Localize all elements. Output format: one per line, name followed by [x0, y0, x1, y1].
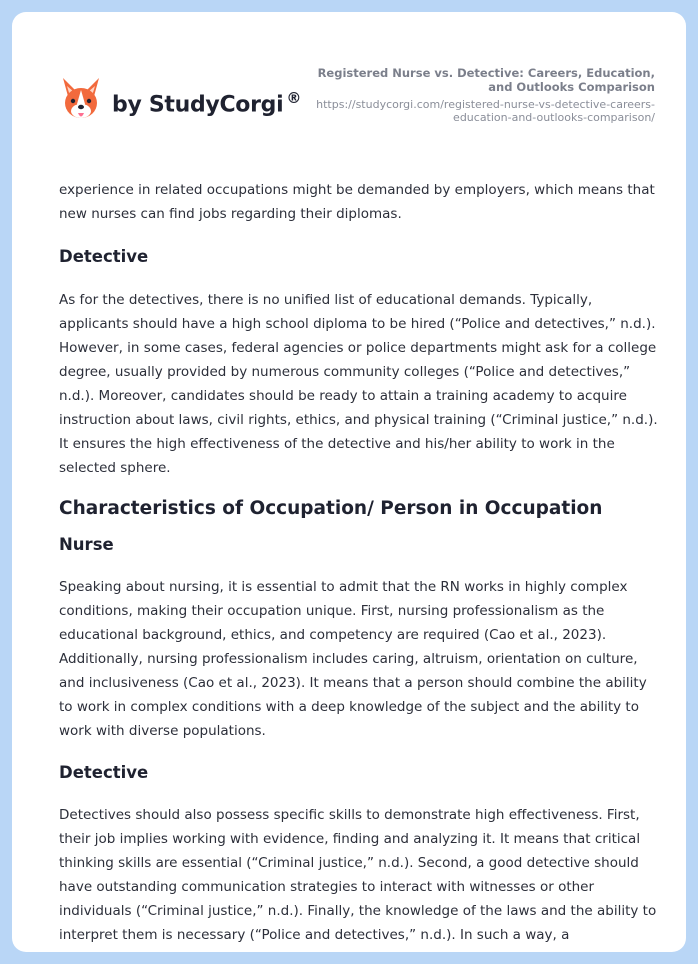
heading-characteristics: Characteristics of Occupation/ Person in Occupation	[59, 498, 603, 519]
paragraph-detective-education: As for the detectives, there is no unified list of educational demands. Typically, applicants should have a high school diploma to be hired (“Police and detectives,” n.d.). However, in some cases, federal agencies or police departments might ask for a college degree, usually provided by numerous community colleges (“Police and detectives,” n.d.). Moreover, candidates should be ready to attain a training academy to acquire instruction about laws, civil rights, ethics, and physical training (“Criminal justice,” n.d.). It ensures the high effectiveness of the detective and his/her ability to work in the selected sphere.	[59, 292, 658, 476]
paragraph-detective-skills: Detectives should also possess specific skills to demonstrate high effectiveness. First, their job implies working with evidence, finding and analyzing it. It means that critical thinking skills are essential (“Criminal justice,” n.d.). Second, a good detective should have outstanding communication strategies to interact with witnesses or other individuals (“Criminal justice,” n.d.). Finally, the knowledge of the laws and the ability to interpret them is necessary (“Police and detectives,” n.d.). In such a way, a	[59, 807, 657, 943]
corgi-icon	[60, 76, 102, 124]
brand-name: by StudyCorgi ®	[112, 88, 302, 118]
document-meta	[315, 66, 655, 124]
intro-paragraph: experience in related occupations might be demanded by employers, which means that new nurses can find jobs regarding their diplomas.	[59, 182, 655, 222]
studycorgi-logo[interactable]	[60, 76, 301, 124]
heading-nurse: Nurse	[59, 535, 114, 554]
registered-mark: ®	[286, 88, 302, 107]
document-url[interactable]: https://studycorgi.com/registered-nurse-vs-detective-careers-education-and-outlooks-comparison/	[316, 98, 655, 124]
heading-detective: Detective	[59, 247, 149, 266]
heading-detective-skills: Detective	[59, 763, 149, 782]
document-header	[12, 12, 686, 162]
document-title: Registered Nurse vs. Detective: Careers, Education, and Outlooks Comparison	[317, 66, 655, 94]
paragraph-nurse: Speaking about nursing, it is essential to admit that the RN works in highly complex conditions, making their occupation unique. First, nursing professionalism as the educational background, ethics, and competency are required (Cao et al., 2023). Additionally, nursing professionalism includes caring, altruism, orientation on culture, and inclusiveness (Cao et al., 2023). It means that a person should combine the ability to work in complex conditions with a deep knowledge of the subject and the ability to work with diverse populations.	[59, 579, 647, 739]
document-card	[12, 12, 686, 952]
document-body	[59, 178, 659, 947]
